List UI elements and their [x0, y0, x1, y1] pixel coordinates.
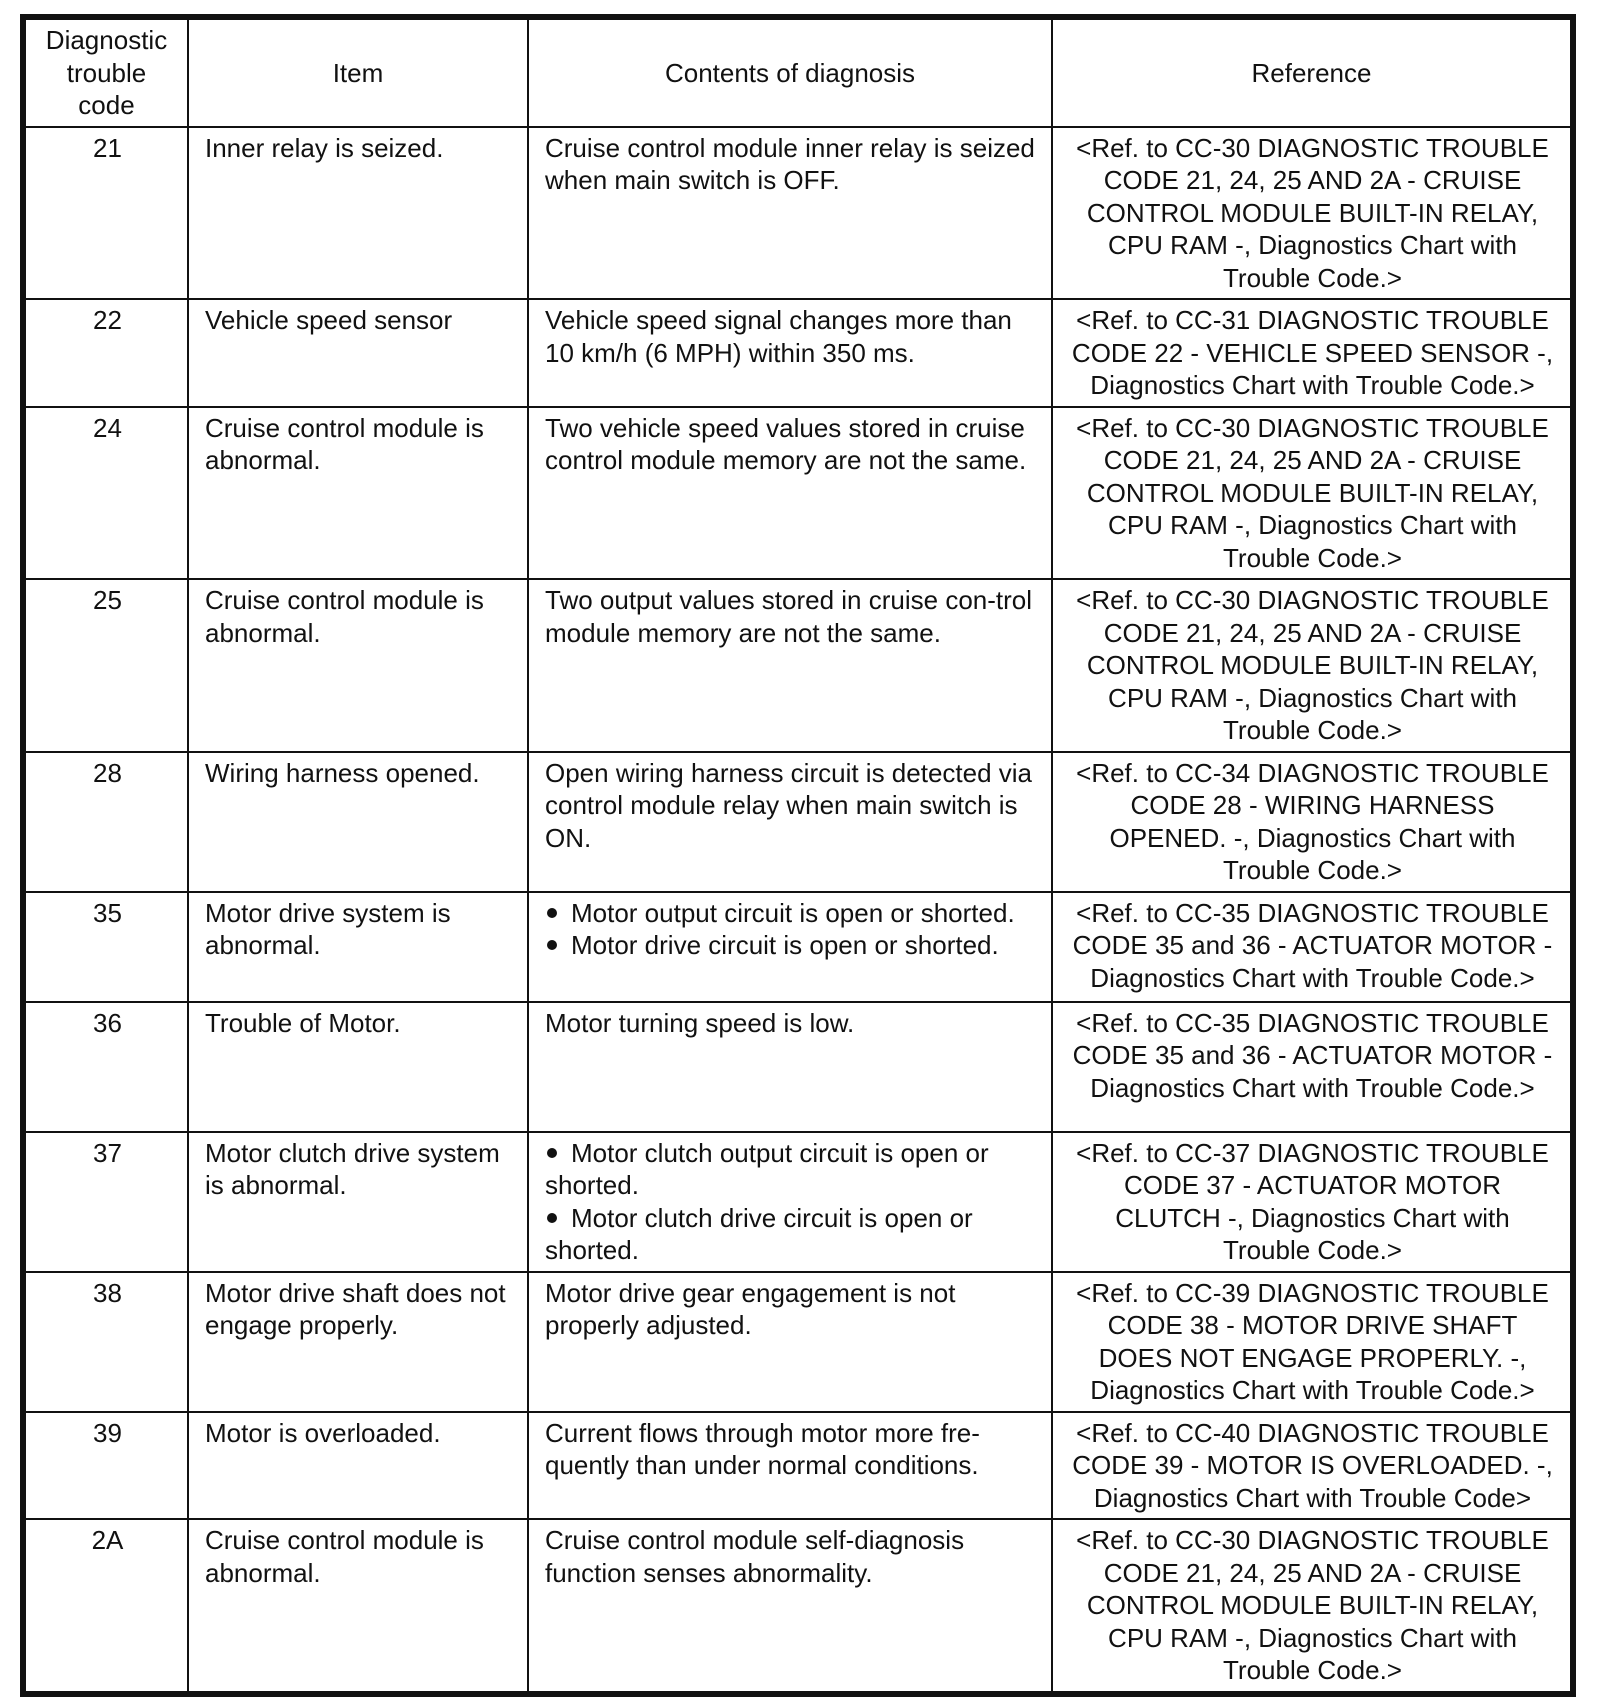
cell-contents: [528, 1412, 1052, 1520]
cell-item: Trouble of Motor.: [188, 1002, 528, 1132]
cell-reference: <Ref. to CC-31 DIAGNOSTIC TROUBLE CODE 22 - VEHICLE SPEED SENSOR -, Diagnostics Chart with Trouble Code.>: [1052, 299, 1570, 407]
bullet-item: [545, 929, 1037, 962]
table-row: [26, 127, 1570, 300]
cell-reference: <Ref. to CC-30 DIAGNOSTIC TROUBLE CODE 21, 24, 25 AND 2A - CRUISE CONTROL MODULE BUILT-IN RELAY, CPU RAM -, Diagnostics Chart with Trouble Code.>: [1052, 1519, 1570, 1691]
cell-item: Motor drive system is abnormal.: [188, 892, 528, 1002]
contents-line-text: Motor clutch drive circuit is open or shorted.: [545, 1202, 973, 1265]
contents-line-text: Two vehicle speed values stored in cruise control module memory are not the same.: [545, 412, 1027, 475]
table-row: [26, 299, 1570, 407]
table-row: [26, 407, 1570, 580]
cell-contents: [528, 752, 1052, 892]
cell-reference: <Ref. to CC-34 DIAGNOSTIC TROUBLE CODE 28 - WIRING HARNESS OPENED. -, Diagnostics Chart with Trouble Code.>: [1052, 752, 1570, 892]
contents-line-text: Motor clutch output circuit is open or shorted.: [545, 1137, 989, 1200]
cell-code: 22: [26, 299, 188, 407]
cell-code: 24: [26, 407, 188, 580]
contents-line-text: Motor drive circuit is open or shorted.: [571, 930, 999, 960]
contents-line-text: Open wiring harness circuit is detected via control module relay when main switch is ON.: [545, 757, 1033, 853]
contents-line-text: Current flows through motor more fre-quently than under normal conditions.: [545, 1417, 980, 1480]
cell-code: 28: [26, 752, 188, 892]
bullet-item: [545, 1202, 1037, 1267]
table-row: [26, 892, 1570, 1002]
table-row: [26, 1519, 1570, 1691]
contents-text: [545, 304, 1037, 369]
contents-text: [545, 757, 1037, 855]
cell-item: Motor is overloaded.: [188, 1412, 528, 1520]
bullet-icon: [547, 1213, 557, 1223]
table-row: [26, 1132, 1570, 1272]
cell-contents: [528, 1132, 1052, 1272]
cell-reference: <Ref. to CC-40 DIAGNOSTIC TROUBLE CODE 39 - MOTOR IS OVERLOADED. -, Diagnostics Chart with Trouble Code>: [1052, 1412, 1570, 1520]
cell-code: 38: [26, 1272, 188, 1412]
contents-text: [545, 1524, 1037, 1589]
cell-contents: [528, 892, 1052, 1002]
cell-item: Motor clutch drive system is abnormal.: [188, 1132, 528, 1272]
contents-line-text: Two output values stored in cruise con-trol module memory are not the same.: [545, 585, 1033, 648]
cell-reference: <Ref. to CC-30 DIAGNOSTIC TROUBLE CODE 21, 24, 25 AND 2A - CRUISE CONTROL MODULE BUILT-IN RELAY, CPU RAM -, Diagnostics Chart with Trouble Code.>: [1052, 407, 1570, 580]
dtc-table-frame: [20, 14, 1576, 1697]
cell-code: 25: [26, 579, 188, 752]
cell-reference: <Ref. to CC-35 DIAGNOSTIC TROUBLE CODE 35 and 36 - ACTUATOR MOTOR - Diagnostics Chart with Trouble Code.>: [1052, 1002, 1570, 1132]
cell-contents: [528, 579, 1052, 752]
bullet-icon: [547, 908, 557, 918]
cell-code: 36: [26, 1002, 188, 1132]
contents-line-text: Motor turning speed is low.: [545, 1007, 855, 1038]
cell-contents: [528, 1519, 1052, 1691]
cell-item: Vehicle speed sensor: [188, 299, 528, 407]
cell-code: 2A: [26, 1519, 188, 1691]
contents-line-text: Motor output circuit is open or shorted.: [571, 897, 1015, 928]
table-row: [26, 1002, 1570, 1132]
bullet-item: [545, 1137, 1037, 1202]
bullet-icon: [547, 940, 557, 950]
header-item: Item: [188, 20, 528, 127]
contents-text: [545, 1277, 1037, 1342]
cell-reference: <Ref. to CC-30 DIAGNOSTIC TROUBLE CODE 21, 24, 25 AND 2A - CRUISE CONTROL MODULE BUILT-IN RELAY, CPU RAM -, Diagnostics Chart with Trouble Code.>: [1052, 127, 1570, 300]
cell-code: 35: [26, 892, 188, 1002]
table-header-row: [26, 20, 1570, 127]
cell-reference: <Ref. to CC-30 DIAGNOSTIC TROUBLE CODE 21, 24, 25 AND 2A - CRUISE CONTROL MODULE BUILT-IN RELAY, CPU RAM -, Diagnostics Chart with Trouble Code.>: [1052, 579, 1570, 752]
contents-text: [545, 1007, 1037, 1040]
contents-text: [545, 132, 1037, 197]
cell-reference: <Ref. to CC-37 DIAGNOSTIC TROUBLE CODE 37 - ACTUATOR MOTOR CLUTCH -, Diagnostics Chart with Trouble Code.>: [1052, 1132, 1570, 1272]
contents-line-text: Cruise control module self-diagnosis function senses abnormality.: [545, 1525, 965, 1588]
cell-contents: [528, 127, 1052, 300]
header-code: Diagnostic trouble code: [26, 20, 188, 127]
cell-reference: <Ref. to CC-35 DIAGNOSTIC TROUBLE CODE 35 and 36 - ACTUATOR MOTOR - Diagnostics Chart with Trouble Code.>: [1052, 892, 1570, 1002]
contents-line-text: Cruise control module inner relay is seized when main switch is OFF.: [545, 132, 1035, 195]
cell-item: Wiring harness opened.: [188, 752, 528, 892]
cell-item: Cruise control module is abnormal.: [188, 1519, 528, 1691]
cell-code: 39: [26, 1412, 188, 1520]
cell-reference: <Ref. to CC-39 DIAGNOSTIC TROUBLE CODE 38 - MOTOR DRIVE SHAFT DOES NOT ENGAGE PROPERLY. -, Diagnostics Chart with Trouble Code.>: [1052, 1272, 1570, 1412]
table-body: [26, 127, 1570, 1691]
header-reference: Reference: [1052, 20, 1570, 127]
table-row: [26, 579, 1570, 752]
cell-contents: [528, 1002, 1052, 1132]
cell-contents: [528, 299, 1052, 407]
table-row: [26, 1412, 1570, 1520]
bullet-icon: [547, 1148, 557, 1158]
table-row: [26, 752, 1570, 892]
cell-item: Inner relay is seized.: [188, 127, 528, 300]
diagnostic-trouble-code-table: [26, 20, 1570, 1691]
cell-code: 21: [26, 127, 188, 300]
contents-text: [545, 412, 1037, 477]
cell-contents: [528, 407, 1052, 580]
contents-text: [545, 1417, 1037, 1482]
bullet-item: [545, 897, 1037, 930]
cell-item: Cruise control module is abnormal.: [188, 407, 528, 580]
table-row: [26, 1272, 1570, 1412]
header-contents: Contents of diagnosis: [528, 20, 1052, 127]
contents-text: [545, 584, 1037, 649]
cell-code: 37: [26, 1132, 188, 1272]
contents-line-text: Vehicle speed signal changes more than 10 km/h (6 MPH) within 350 ms.: [545, 305, 1012, 368]
contents-line-text: Motor drive gear engagement is not properly adjusted.: [545, 1277, 956, 1340]
cell-item: Motor drive shaft does not engage properly.: [188, 1272, 528, 1412]
cell-contents: [528, 1272, 1052, 1412]
cell-item: Cruise control module is abnormal.: [188, 579, 528, 752]
